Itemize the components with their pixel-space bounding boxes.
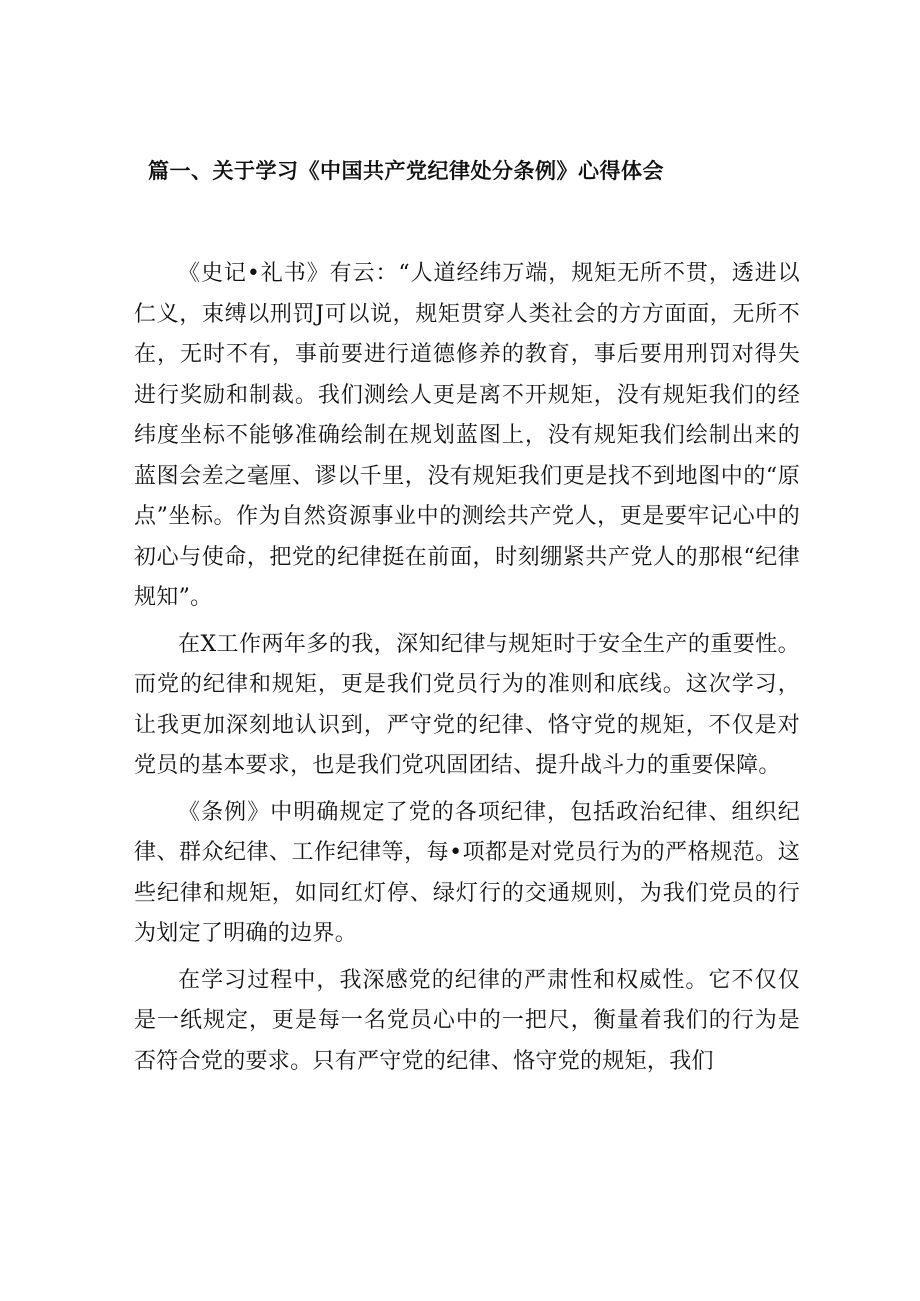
paragraph-1: 《史记•礼书》有云：“人道经纬万端，规矩无所不贯，透进以仁义，束缚以刑罚J可以说，规矩贯穿人类社会的方方面面，无所不在，无时不有，事前要进行道德修养的教育，事后要用刑罚对得失进行奖励和制裁。我们测绘人更是离不开规矩，没有规矩我们的经纬度坐标不能够准确绘制在规划蓝图上，没有规矩我们绘制出来的蓝图会差之毫厘、谬以千里，没有规矩我们更是找不到地图中的“原点”坐标。作为自然资源事业中的测绘共产党人，更是要牢记心中的初心与使命，把党的纪律挺在前面，时刻绷紧共产党人的那根“纪律规知”。 — [134, 261, 800, 610]
paragraph-3: 《条例》中明确规定了党的各项纪律，包括政治纪律、组织纪律、群众纪律、工作纪律等，每•项都是对党员行为的严格规范。这些纪律和规矩，如同红灯停、绿灯行的交通规则，为我们党员的行为划定了明确的边界。 — [134, 799, 800, 946]
paragraph-2: 在X工作两年多的我，深知纪律与规矩时于安全生产的重要性。而党的纪律和规矩，更是我们党员行为的准则和底线。这次学习，让我更加深刻地认识到，严守党的纪律、恪守党的规矩，不仅是对党员的基本要求，也是我们党巩固团结、提升战斗力的重要保障。 — [134, 631, 800, 778]
paragraph-4: 在学习过程中，我深感党的纪律的严肃性和权威性。它不仅仅是一纸规定，更是每一名党员心中的一把尺，衡量着我们的行为是否符合党的要求。只有严守党的纪律、恪守党的规矩，我们 — [134, 967, 800, 1074]
document-title: 篇一、关于学习《中国共产党纪律处分条例》心得体会 — [148, 159, 664, 183]
document-body — [134, 254, 800, 1088]
